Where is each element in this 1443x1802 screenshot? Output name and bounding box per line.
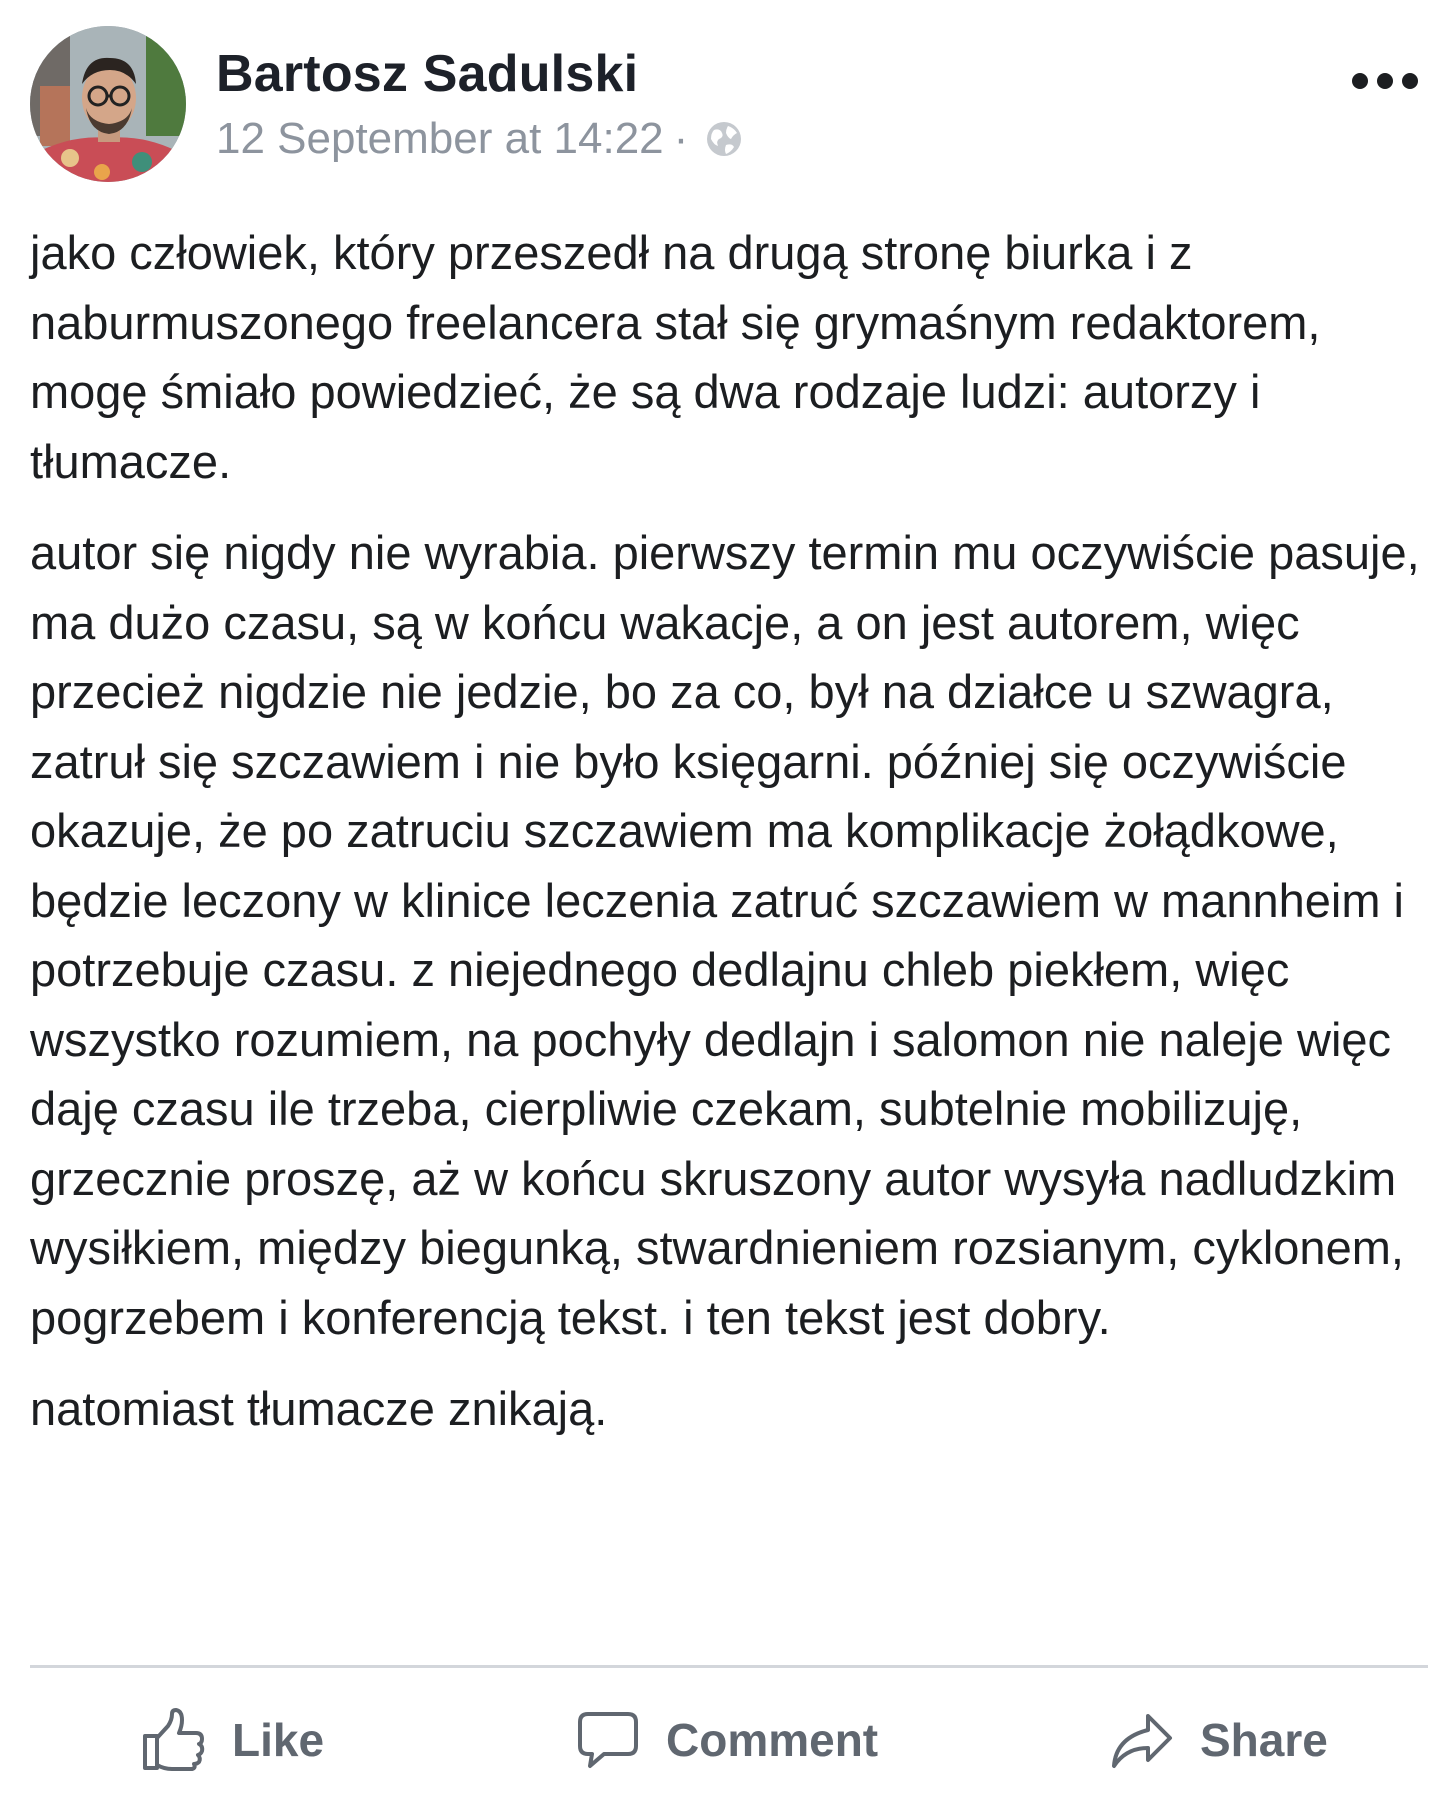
comment-icon bbox=[576, 1708, 640, 1772]
comment-label: Comment bbox=[666, 1714, 879, 1766]
post-meta bbox=[216, 114, 744, 164]
author-name[interactable]: Bartosz Sadulski bbox=[216, 45, 639, 103]
share-button[interactable] bbox=[1110, 1690, 1328, 1790]
post-timestamp[interactable]: 12 September at 14:22 bbox=[216, 114, 664, 163]
actions-divider bbox=[30, 1665, 1428, 1668]
post-body bbox=[30, 218, 1420, 1466]
meta-separator: · bbox=[673, 114, 689, 163]
globe-icon[interactable] bbox=[704, 119, 744, 159]
more-horizontal-icon bbox=[1350, 66, 1420, 96]
avatar[interactable] bbox=[30, 26, 186, 182]
post-paragraph: jako człowiek, który przeszedł na drugą stronę biurka i z naburmuszonego freelancera stał się grymaśnym redaktorem, mogę śmiało powiedzieć, że są dwa rodzaje ludzi: autorzy i tłumacze. bbox=[30, 226, 1321, 488]
like-button[interactable] bbox=[142, 1690, 324, 1790]
comment-button[interactable] bbox=[576, 1690, 878, 1790]
post-actions bbox=[30, 1690, 1428, 1790]
post-paragraph: natomiast tłumacze znikają. bbox=[30, 1382, 608, 1435]
post-options-button[interactable] bbox=[1350, 66, 1420, 96]
thumbs-up-icon bbox=[142, 1708, 206, 1772]
post-header bbox=[30, 26, 1420, 186]
share-arrow-icon bbox=[1110, 1708, 1174, 1772]
share-label: Share bbox=[1200, 1714, 1328, 1766]
like-label: Like bbox=[232, 1714, 325, 1766]
avatar-image bbox=[30, 26, 186, 182]
post-paragraph: autor się nigdy nie wyrabia. pierwszy termin mu oczywiście pasuje, ma dużo czasu, są w końcu wakacje, a on jest autorem, więc przecież nigdzie nie jedzie, bo za co, był na działce u szwagra, zatruł się szczawiem i nie było księgarni. później się oczywiście okazuje, że po zatruciu szczawiem ma komplikacje żołądkowe, będzie leczony w klinice leczenia zatruć szczawiem w mannheim i potrzebuje czasu. z niejednego dedlajnu chleb piekłem, więc wszystko rozumiem, na pochyły dedlajn i salomon nie naleje więc daję czasu ile trzeba, cierpliwie czekam, subtelnie mobilizuję, grzecznie proszę, aż w końcu skruszony autor wysyła nadludzkim wysiłkiem, między biegunką, stwardnieniem rozsianym, cyklonem, pogrzebem i konferencją tekst. i ten tekst jest dobry. bbox=[30, 526, 1420, 1344]
